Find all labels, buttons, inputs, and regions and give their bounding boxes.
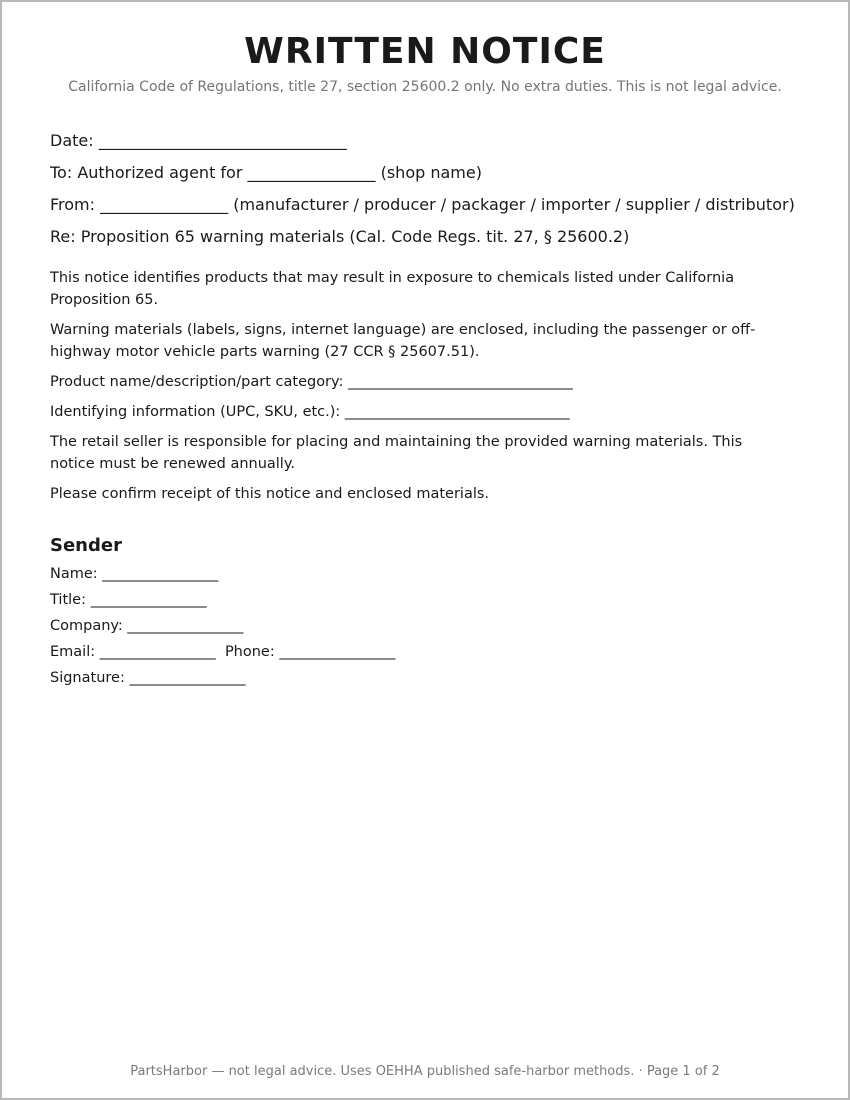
notice-header — [50, 130, 820, 258]
from-line: From: ________________ (manufacturer / producer / packager / importer / supplier / distributor) — [50, 195, 795, 214]
identifying-info-line: Identifying information (UPC, SKU, etc.): _______________________________ — [50, 404, 570, 420]
sender-name-line: Name: ________________ — [50, 566, 219, 582]
sender-email-phone-line: Email: ________________ Phone: ________________ — [50, 644, 396, 660]
document-subtitle: California Code of Regulations, title 27, section 25600.2 only. No extra duties. This is not legal advice. — [68, 79, 782, 95]
sender-title-line: Title: ________________ — [50, 592, 207, 608]
product-line: Product name/description/part category: _______________________________ — [50, 374, 573, 390]
sender-signature-line: Signature: ________________ — [50, 670, 246, 686]
date-line: Date: _______________________________ — [50, 131, 347, 150]
sender-heading: Sender — [50, 535, 122, 556]
document-title: WRITTEN NOTICE — [244, 31, 606, 72]
body-paragraph-confirm: Please confirm receipt of this notice and enclosed materials. — [50, 486, 490, 502]
body-paragraph-warning-materials: Warning materials (labels, signs, internet language) are enclosed, including the passenger or off-highway motor vehicle parts warning (27 CCR § 25607.51). — [50, 322, 756, 360]
notice-body — [50, 267, 780, 513]
page-footer: PartsHarbor — not legal advice. Uses OEHHA published safe-harbor methods. · Page 1 of 2 — [130, 1064, 720, 1079]
sender-company-line: Company: ________________ — [50, 618, 244, 634]
body-paragraph-responsibility: The retail seller is responsible for placing and maintaining the provided warning materials. This notice must be renewed annually. — [50, 434, 743, 472]
body-paragraph-identifies: This notice identifies products that may result in exposure to chemicals listed under California Proposition 65. — [50, 270, 735, 308]
re-line: Re: Proposition 65 warning materials (Cal. Code Regs. tit. 27, § 25600.2) — [50, 227, 630, 246]
sender-section — [50, 534, 750, 694]
to-line: To: Authorized agent for ________________ (shop name) — [50, 163, 482, 182]
